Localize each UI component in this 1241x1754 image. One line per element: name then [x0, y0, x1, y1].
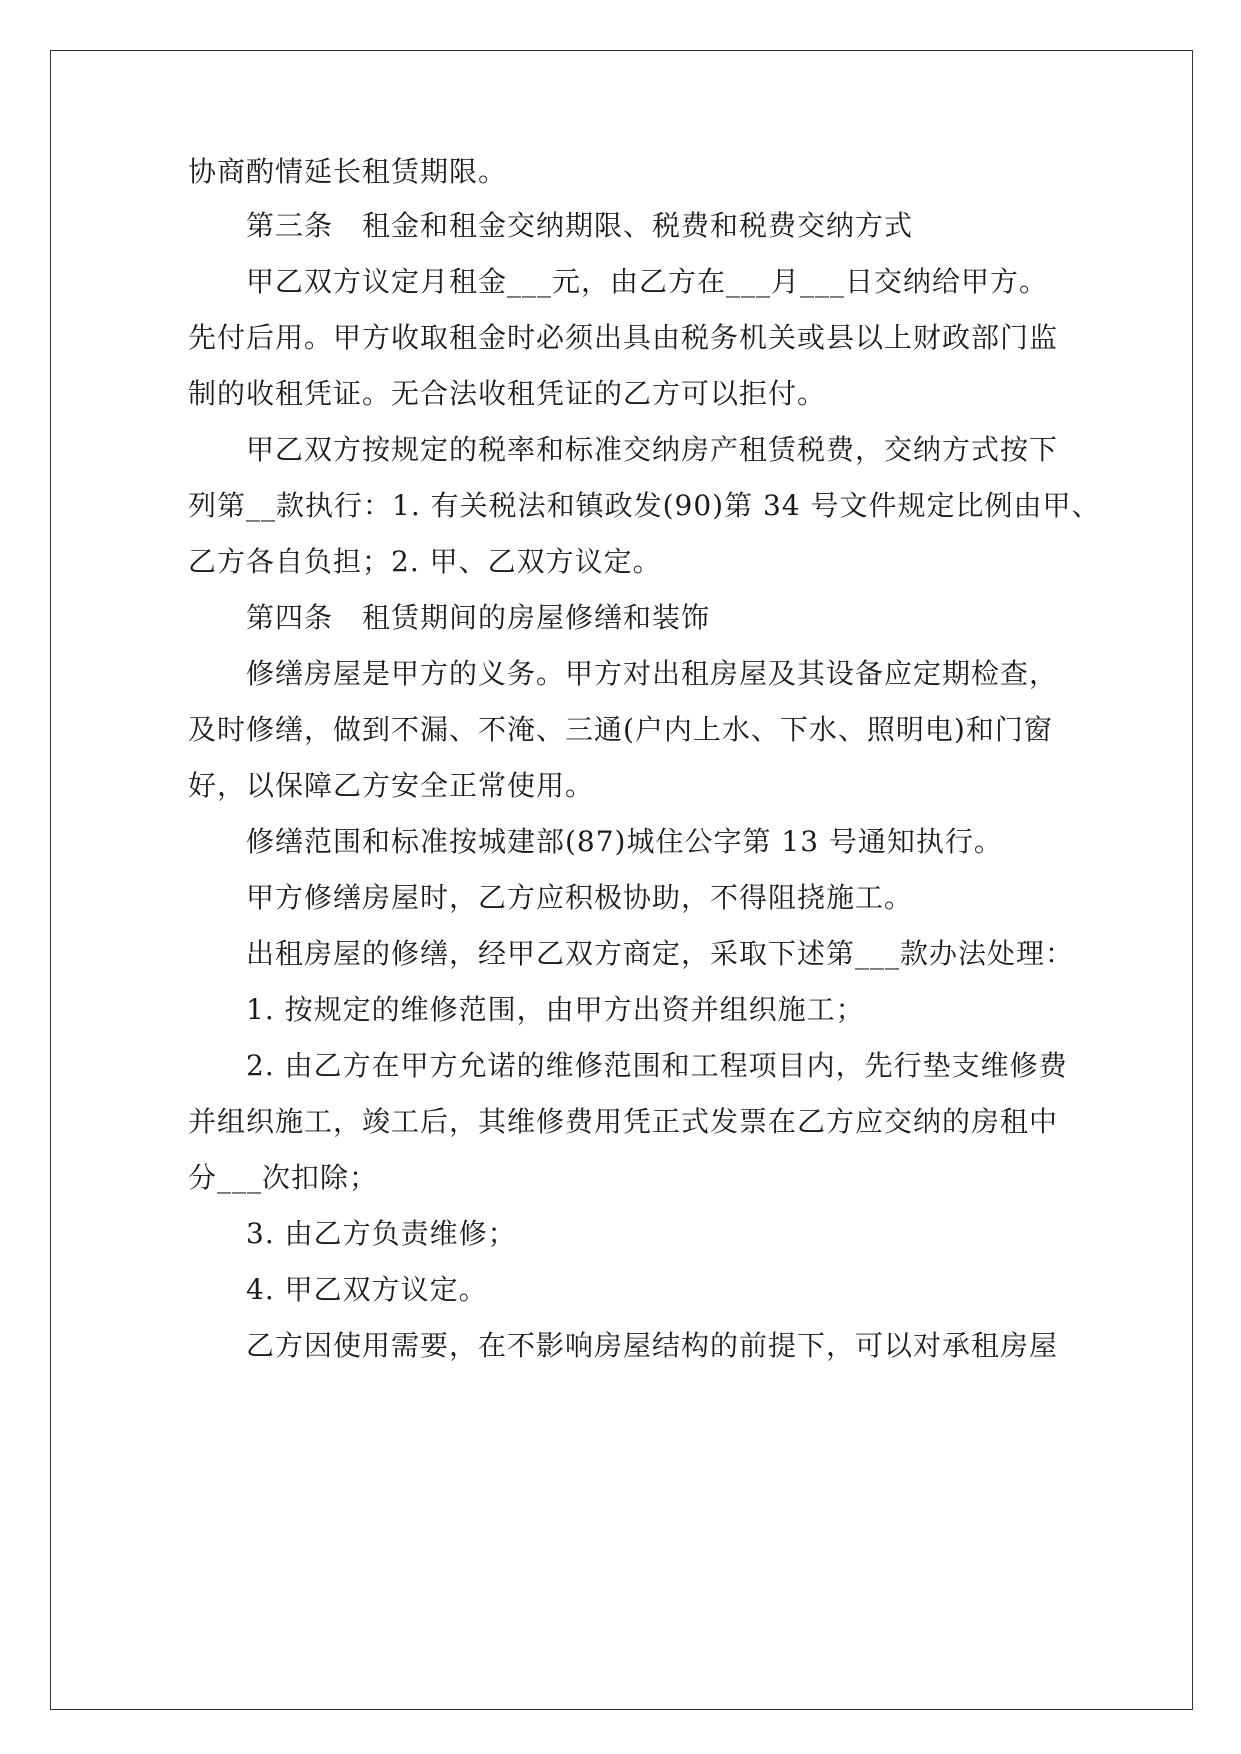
text-line: 甲乙双方按规定的税率和标准交纳房产租赁税费，交纳方式按下 — [246, 433, 1059, 466]
text-line: 乙方因使用需要，在不影响房屋结构的前提下，可以对承租房屋 — [246, 1329, 1059, 1362]
list-item: 3. 由乙方负责维修； — [246, 1217, 517, 1250]
text-line: 并组织施工，竣工后，其维修费用凭正式发票在乙方应交纳的房租中 — [188, 1105, 1059, 1138]
text-line: 先付后用。甲方收取租金时必须出具由税务机关或县以上财政部门监 — [188, 321, 1059, 354]
list-item: 2. 由乙方在甲方允诺的维修范围和工程项目内，先行垫支维修费 — [246, 1049, 1068, 1082]
text-line: 及时修缮，做到不漏、不淹、三通(户内上水、下水、照明电)和门窗 — [188, 713, 1053, 746]
text-line: 修缮房屋是甲方的义务。甲方对出租房屋及其设备应定期检查， — [246, 657, 1059, 690]
list-item: 1. 按规定的维修范围，由甲方出资并组织施工； — [246, 993, 865, 1026]
text-line: 分___次扣除； — [188, 1161, 379, 1194]
list-item: 4. 甲乙双方议定。 — [246, 1273, 488, 1306]
text-line: 制的收租凭证。无合法收租凭证的乙方可以拒付。 — [188, 377, 827, 410]
text-line: 修缮范围和标准按城建部(87)城住公字第 13 号通知执行。 — [246, 825, 1003, 858]
text-line: 好，以保障乙方安全正常使用。 — [188, 769, 595, 802]
text-line: 甲方修缮房屋时，乙方应积极协助，不得阻挠施工。 — [246, 881, 914, 914]
text-line: 乙方各自负担；2. 甲、乙双方议定。 — [188, 545, 662, 578]
text-line: 出租房屋的修缮，经甲乙双方商定，采取下述第___款办法处理： — [246, 937, 1075, 970]
text-line: 列第__款执行：1. 有关税法和镇政发(90)第 34 号文件规定比例由甲、 — [188, 489, 1101, 522]
text-line: 甲乙双方议定月租金___元，由乙方在___月___日交纳给甲方。 — [246, 265, 1049, 298]
text-line: 协商酌情延长租赁期限。 — [188, 155, 508, 188]
section-heading-3: 第三条 租金和租金交纳期限、税费和税费交纳方式 — [246, 209, 914, 242]
section-heading-4: 第四条 租赁期间的房屋修缮和装饰 — [246, 601, 711, 634]
